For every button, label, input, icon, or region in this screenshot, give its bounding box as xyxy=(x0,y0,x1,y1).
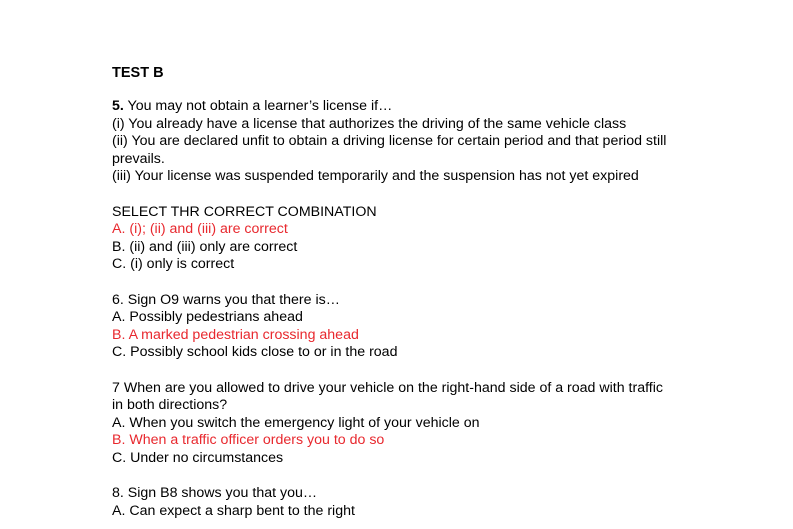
statement-iii: (iii) Your license was suspended temporarily and the suspension has not yet expired xyxy=(112,168,639,185)
correct-answer-option: B. When a traffic officer orders you to do so xyxy=(112,432,385,449)
answer-option: A. Possibly pedestrians ahead xyxy=(112,309,303,326)
question-prompt-text: You may not obtain a learner’s license if… xyxy=(123,98,393,114)
statement-ii: (ii) You are declared unfit to obtain a driving license for certain period and that period still prevails. xyxy=(112,133,667,167)
spacer xyxy=(112,186,712,204)
question-7-prompt: 7 When are you allowed to drive your vehicle on the right-hand side of a road with traffic in both directions? xyxy=(112,379,663,414)
page-title: TEST B xyxy=(112,65,164,81)
question-6 xyxy=(112,292,712,362)
question-6-prompt: 6. Sign O9 warns you that there is… xyxy=(112,291,340,308)
answer-option: C. (i) only is correct xyxy=(112,256,235,273)
spacer xyxy=(112,274,712,292)
correct-answer-option: A. (i); (ii) and (iii) are correct xyxy=(112,221,288,238)
correct-answer-option: B. A marked pedestrian crossing ahead xyxy=(112,326,359,343)
document-content xyxy=(112,64,712,520)
question-8-prompt: 8. Sign B8 shows you that you… xyxy=(112,485,318,502)
answer-option: C. Under no circumstances xyxy=(112,449,284,466)
question-7 xyxy=(112,380,712,468)
question-8 xyxy=(112,485,712,520)
question-5 xyxy=(112,98,712,274)
question-number: 5. xyxy=(112,98,124,114)
question-5-prompt xyxy=(112,98,712,116)
answer-option: C. Possibly school kids close to or in the road xyxy=(112,344,398,361)
spacer xyxy=(112,362,712,380)
answer-option: A. Can expect a sharp bent to the right xyxy=(112,502,355,519)
answer-option: B. (ii) and (iii) only are correct xyxy=(112,238,298,255)
spacer xyxy=(112,467,712,485)
statement-i: (i) You already have a license that authorizes the driving of the same vehicle class xyxy=(112,115,627,132)
answer-option: A. When you switch the emergency light of your vehicle on xyxy=(112,414,480,431)
combination-instruction: SELECT THR CORRECT COMBINATION xyxy=(112,203,377,220)
